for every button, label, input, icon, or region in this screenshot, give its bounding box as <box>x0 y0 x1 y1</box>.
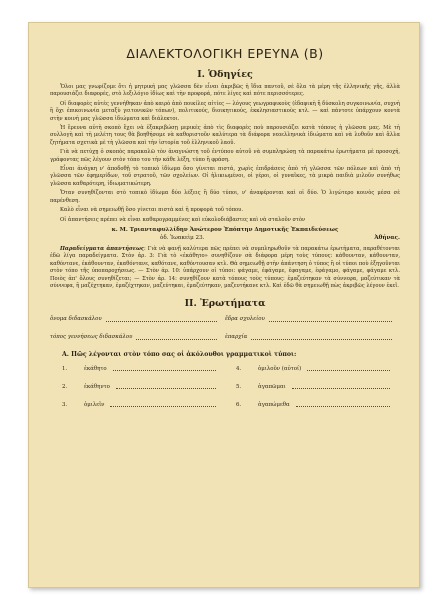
paragraph-6: Ὅταν συνηθίζονται στὸ τοπικὸ ἰδίωμα δύο λέξεις ἢ δύο τύποι, ν' ἀναφέρονται καὶ οἱ δύο. Ὁ λιγώτερο κοινὸς μέσα σὲ παρένθεση. <box>50 190 400 204</box>
verb-list <box>62 364 400 408</box>
field-label: τόπος γεννήσεως διδασκάλου <box>50 334 133 341</box>
document-title: ΔΙΑΛΕΚΤΟΛΟΓΙΚΗ ΕΡΕΥΝΑ (Β) <box>126 46 324 61</box>
field-label: ἐπαρχία <box>225 334 248 341</box>
verb-answer-input[interactable] <box>116 382 216 389</box>
school-seat-input[interactable] <box>269 315 392 322</box>
verb-number: 3. <box>62 402 68 409</box>
document-sheet <box>28 22 420 588</box>
paragraph-4: Γιὰ νὰ πετύχῃ ὁ σκοπὸς παρακαλῶ τὸν ἀναγνώστη τοῦ ἐντύπου αὐτοῦ νὰ συμπληρώσῃ τὰ παρακάτω ἐρωτήματα μὲ προσοχή, γράφοντας πῶς λέγουν στὸν τόπο του τὴν κάθε λέξη, τύπο ἢ φράση. <box>50 149 400 163</box>
paragraph-3: Ἡ ἔρευνα αὐτὴ σκοπὸ ἔχει νὰ ἐξακριβώσῃ μερικὲς ἀπὸ τὶς διαφορὲς ποὺ παρουσιάζει κατὰ τόπους ἡ γλῶσσα μας. Μὲ τὴ συλλογὴ καὶ τὴ μελέτη τους θὰ βοηθήσομε νὰ καθοριστοῦν καλύτερα τὰ διάφορα νεοελληνικὰ ἰδιώματα καὶ νὰ λυθοῦν καὶ ἄλλα ζητήματα σχετικὰ μὲ τὴ γλῶσσα καὶ τὴν ἱστορία τοῦ ἑλληνικοῦ λαοῦ. <box>50 125 400 146</box>
verb-item <box>62 382 226 390</box>
birthplace-input[interactable] <box>136 333 217 340</box>
field-birthplace <box>50 333 225 341</box>
signature-address: ὁδ. Ἰωακεὶμ 23. <box>160 234 205 241</box>
teacher-name-input[interactable] <box>106 315 217 322</box>
field-row-1 <box>50 315 400 323</box>
field-row-2 <box>50 333 400 341</box>
verb-item <box>62 364 226 372</box>
example-text: : Γιὰ νὰ φανῇ καλύτερα πῶς πρέπει νὰ συμπληρωθοῦν τὰ παρακάτω ἐρωτήματα, παραθέτονται ἐδῶ λίγα παραδείγματα. Στὸν ἀρ. 3: Γιὰ τὸ «ἐκάθητο» συνηθίζουν σὰ διάφορα μέρη τοὺς τύπους: κάθουνταν, κάθουνταν, καθόντανε, ἐκάθουνταν, ἐκαθόντανε, καθότανε, καθόντουσαν κτλ. Θὰ σημειωθῇ στὴν ἀπάντηση ὁ τύπος ἢ οἱ τύποι ποὺ ἐξηγοῦνται στὸν τόπο τῆς ὑποπαροχήσεως. — Στὸν ἀρ. 10: ὑπάρχουν οἱ τύποι: φάγαμε, ἐφάγαμε, ἐφαγαμε, ἐφάγαμο, φάγαμε, φάγαμε κτλ. Ποιὸς ἀπ' ὅλους συνηθίζεται; — Στὸν ἀρ. 14: συνηθίζουν κατὰ τόπους τοὺς τύπους: ἐμαζεύτηκαν τὰ σύννεφα, μαζεύτικαν τὰ σύννεφα, ἢ μαζέχτηκαν, ἐμαζέχτηκαν, μαζεύτηκαι, ἐμαζεύτηκαν, μαζευτήκανε κτλ. Καὶ ἐδῶ θὰ σημειωθῇ πὼς ἀκριβῶς λέγουν ἐκεῖ. <box>50 245 400 289</box>
field-label: ὄνομα διδασκάλου <box>50 316 102 323</box>
verb-item <box>236 400 400 408</box>
verb-answer-input[interactable] <box>113 364 216 371</box>
verb-number: 4. <box>236 366 242 373</box>
verb-word: ἐκάθητο <box>84 366 107 373</box>
verb-word: ἀγαπώμεθα <box>258 402 290 409</box>
field-teacher-name <box>50 315 225 323</box>
signature-block <box>50 226 400 242</box>
verb-item <box>62 400 226 408</box>
province-input[interactable] <box>251 333 392 340</box>
verb-answer-input[interactable] <box>296 400 390 407</box>
verb-number: 2. <box>62 384 68 391</box>
example-heading: Παραδείγματα ἀπαντήσεως <box>60 245 145 252</box>
verb-word: ἐκάθηντο <box>84 384 110 391</box>
verb-answer-input[interactable] <box>110 400 216 407</box>
paragraph-8: Οἱ ἀπαντήσεις πρέπει νὰ εἶναι καθαρογραμμένες καὶ εὐκολοδιάβαστες καὶ νὰ σταλοῦν στὸν <box>60 216 306 223</box>
form-fields <box>50 315 400 341</box>
signature-name: κ. Μ. Τριανταφυλλίδην Ἀνώτερον Ἐπόπτην Δημοτικῆς Ἐκπαιδεύσεως <box>111 226 339 233</box>
verb-answer-input[interactable] <box>292 382 390 389</box>
verb-word: ὁμιλεῖν <box>84 402 105 409</box>
paragraph-1: Ὅλοι μας γνωρίζομε ὅτι ἡ μητρική μας γλῶσσα δὲν εἶναι ἀκριβῶς ἡ ἴδια παντοῦ, σὲ ὅλα τὰ μέρη τῆς ἑλληνικῆς γῆς, ἀλλὰ παρουσιάζει διαφορές, στὸ λεξιλόγιο ἰδίως καὶ τὴν προφορά, πότε λίγες καὶ πότε περισσότερες. <box>50 84 400 98</box>
field-school-seat <box>225 315 400 323</box>
verb-number: 1. <box>62 366 68 373</box>
section-questions-heading: ΙΙ. Ἐρωτήματα <box>184 298 266 310</box>
verb-number: 6. <box>236 402 242 409</box>
verb-answer-input[interactable] <box>307 364 390 371</box>
signature-address-line <box>50 234 400 242</box>
verb-word: ὁμιλοῦν (αὐτοί) <box>258 366 302 373</box>
example-paragraph <box>50 246 400 290</box>
verb-word: ἀγαπῶμαι <box>258 384 286 391</box>
document-content <box>50 46 400 408</box>
field-label: ἕδρα σχολείου <box>225 316 265 323</box>
paragraph-7: Καλὸ εἶναι νὰ σημειωθῇ ὅσο γίνεται πιστὰ καὶ ἡ προφορὰ τοῦ τόπου. <box>60 207 243 214</box>
verb-item <box>236 382 400 390</box>
signature-city: Ἀθήνας. <box>374 234 400 241</box>
paragraph-2: Οἱ διαφορὲς αὐτὲς γεννήθηκαν ἀπὸ καιρὸ ἀπὸ ποικίλες αἰτίες — λόγους γεωγραφικοὺς (ἐδαφικὴ ἢ δύσκολη συγκοινωνία, συχνὴ ἢ ὄχι ἐπικοινωνία μεταξὺ γειτονικῶν τόπων), πολιτικούς, διοικητικούς, ἐκκλησιαστικοὺς κτλ. — καὶ πάντοτε ὑπάρχουν κοντὰ στὴν κοινὴ μας γλῶσσα ἰδιώματα καὶ διάλεκτοι. <box>50 100 400 122</box>
paragraph-5: Εἶναι ἀνάγκη ν' ἀποδοθῇ τὸ τοπικὸ ἰδίωμα ὅσο γίνεται πιστά, χωρὶς ἐπιδράσεις ἀπὸ τὴ γλῶσσα τῶν πόλεων καὶ ἀπὸ τὴ γλῶσσα τῶν ἐφημερίδων, τοῦ στρατοῦ, τῶν σχολείων. Οἱ ἠλικιωμένοι, οἱ γέροι, οἱ γυναῖκες, τὰ μικρὰ παιδιὰ μιλοῦν συνήθως γλῶσσα καθαρότερη, ἰδιωματικώτερη. <box>50 166 400 187</box>
verb-number: 5. <box>236 384 242 391</box>
field-province <box>225 333 400 341</box>
verb-item <box>236 364 400 372</box>
question-a-heading: Α. Πῶς λέγονται στὸν τόπο σας οἱ ἀκόλουθοι γραμματικοὶ τύποι: <box>62 351 297 359</box>
section-instructions-heading: Ι. Ὁδηγίες <box>197 69 253 80</box>
